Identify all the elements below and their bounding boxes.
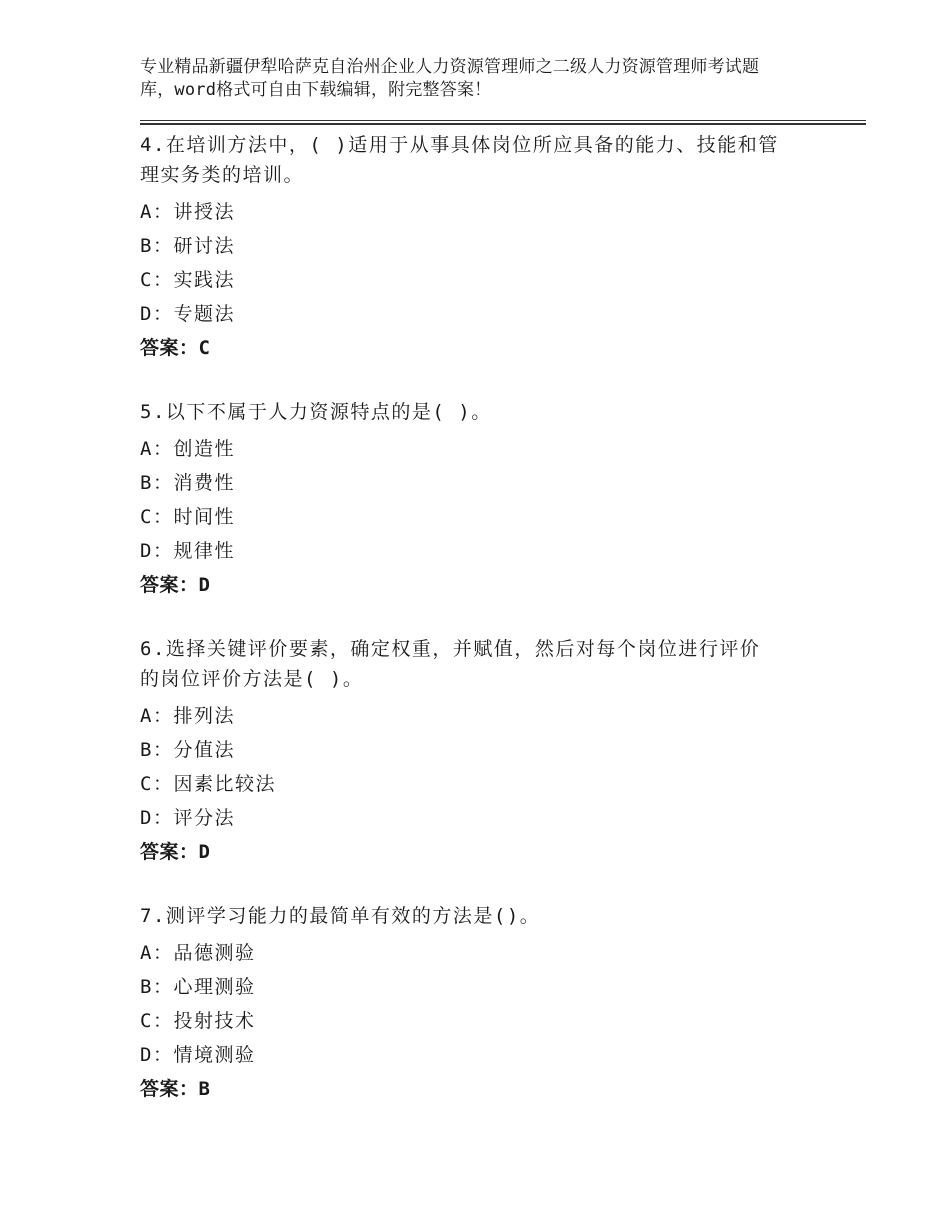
header-divider [140,120,866,125]
question-stem [140,901,840,931]
option-d: D：规律性 [140,540,235,562]
question-item [140,901,840,1106]
option-a: A：品德测验 [140,942,256,964]
question-stem [140,634,840,694]
question-stem-line: 理实务类的培训。 [140,164,305,186]
option-b: B：研讨法 [140,235,235,257]
answer-label: 答案：D [140,841,211,863]
document-header [140,56,840,102]
question-item [140,130,840,365]
option-c: C：实践法 [140,269,235,291]
question-item [140,634,840,869]
question-stem-line: 5.以下不属于人力资源特点的是( )。 [140,401,492,423]
header-title-line-2: 库，word格式可自由下载编辑，附完整答案！ [140,80,492,100]
question-stem-line: 的岗位评价方法是( )。 [140,668,364,690]
answer-label: 答案：C [140,337,211,359]
option-d: D：专题法 [140,303,235,325]
question-list [140,130,840,1138]
option-c: C：因素比较法 [140,773,276,795]
option-a: A：讲授法 [140,201,235,223]
option-d: D：情境测验 [140,1044,256,1066]
question-item [140,397,840,602]
option-b: B：消费性 [140,472,235,494]
question-stem [140,397,840,427]
option-a: A：创造性 [140,438,235,460]
option-d: D：评分法 [140,807,235,829]
question-stem [140,130,840,190]
option-a: A：排列法 [140,705,235,727]
option-c: C：时间性 [140,506,235,528]
answer-label: 答案：B [140,1078,211,1100]
question-stem-line: 4.在培训方法中，( )适用于从事具体岗位所应具备的能力、技能和管 [140,134,779,156]
option-c: C：投射技术 [140,1010,256,1032]
header-title-line-1: 专业精品新疆伊犁哈萨克自治州企业人力资源管理师之二级人力资源管理师考试题 [140,57,760,77]
option-b: B：分值法 [140,739,235,761]
question-stem-line: 6.选择关键评价要素，确定权重，并赋值，然后对每个岗位进行评价 [140,638,761,660]
option-b: B：心理测验 [140,976,256,998]
question-stem-line: 7.测评学习能力的最简单有效的方法是()。 [140,905,541,927]
answer-label: 答案：D [140,574,211,596]
